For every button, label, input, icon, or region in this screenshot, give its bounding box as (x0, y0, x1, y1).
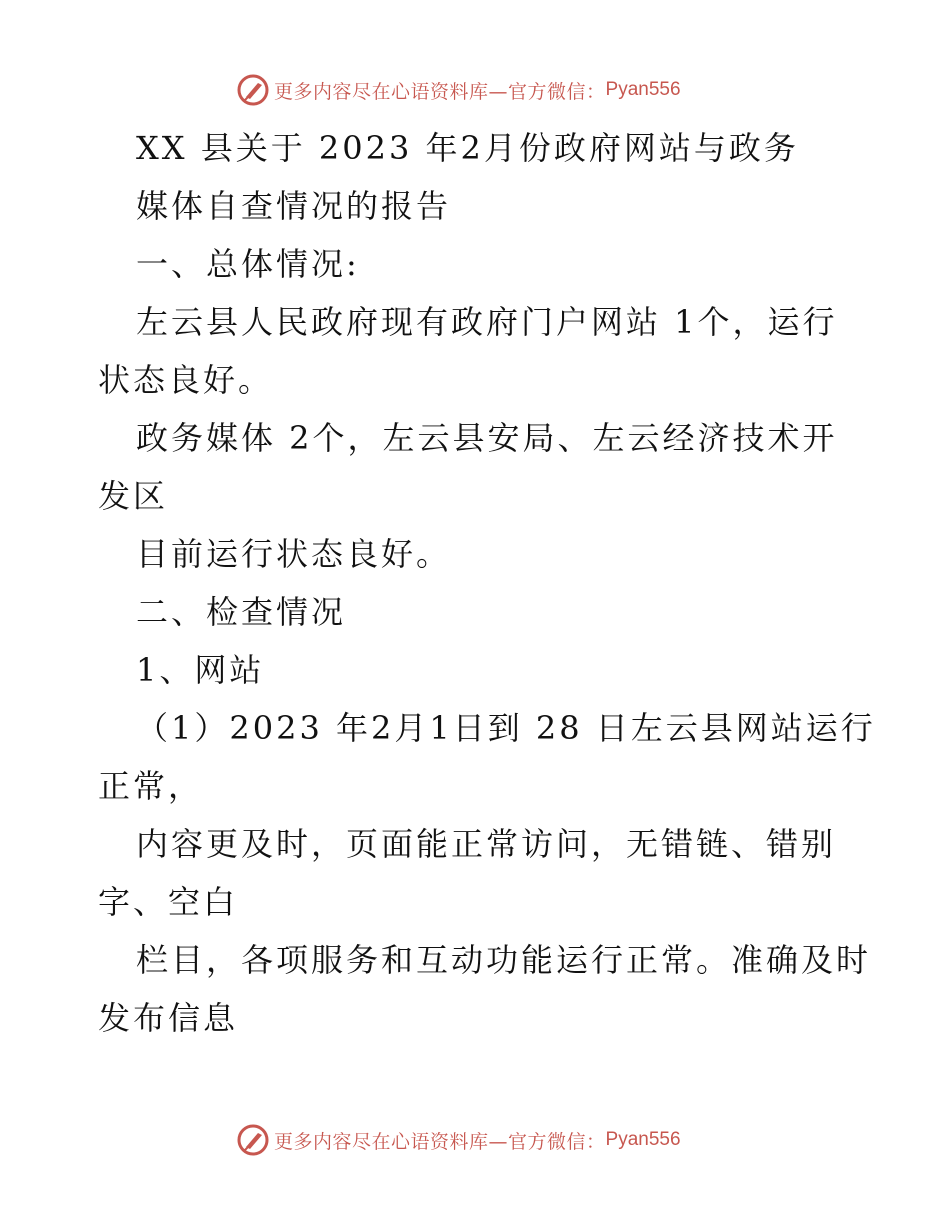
doc-title-line-2: 媒体自查情况的报告 (136, 187, 452, 225)
watermark-footer (236, 1122, 681, 1158)
paragraph-line: （1）2023 年2月1日到 28 日左云县网站运行 (136, 709, 876, 747)
paragraph-line: 发布信息 (98, 999, 239, 1037)
section-heading-2: 二、检查情况 (136, 593, 347, 631)
watermark-id: Pyan556 (605, 1129, 681, 1150)
doc-title-line-1: XX 县关于 2023 年2月份政府网站与政务 (136, 129, 799, 167)
watermark-text: 更多内容尽在心语资料库—官方微信： (274, 80, 606, 103)
paragraph-line: 左云县人民政府现有政府门户网站 1个，运行 (136, 303, 838, 341)
paragraph-line: 政务媒体 2个，左云县安局、左云经济技术开 (136, 419, 838, 457)
pen-logo-icon (236, 1123, 270, 1157)
watermark-id: Pyan556 (605, 79, 681, 100)
paragraph-line: 栏目，各项服务和互动功能运行正常。准确及时 (136, 941, 872, 979)
paragraph-line: 目前运行状态良好。 (136, 535, 452, 573)
watermark-text: 更多内容尽在心语资料库—官方微信： (274, 1130, 606, 1153)
paragraph-line: 字、空白 (98, 883, 239, 921)
subsection-heading: 1、网站 (136, 651, 265, 689)
paragraph-line: 发区 (98, 477, 169, 515)
paragraph-line: 状态良好。 (98, 361, 274, 399)
section-heading-1: 一、总体情况: (136, 245, 360, 283)
paragraph-line: 内容更及时，页面能正常访问，无错链、错别 (136, 825, 837, 863)
paragraph-line: 正常， (98, 767, 204, 805)
